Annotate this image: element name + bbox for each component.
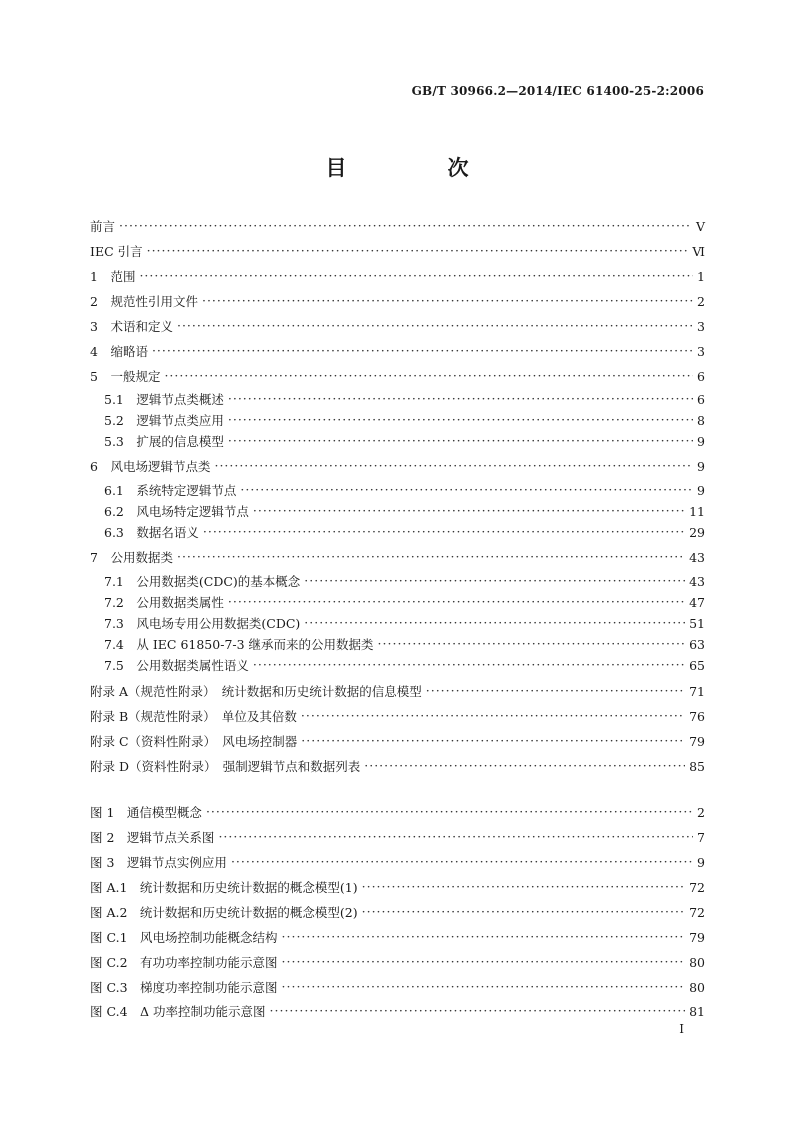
toc-entry[interactable]: 6 风电场逻辑节点类 ····· 9 [90,456,705,476]
toc-entry[interactable]: 前言 ····· Ⅴ [90,216,705,236]
toc-entry[interactable]: 3 术语和定义 ····· 3 [90,316,705,336]
toc-entry[interactable]: 2 规范性引用文件 ····· 2 [90,291,705,311]
toc-subentry[interactable]: 6.1 系统特定逻辑节点 ····· 9 [104,480,705,500]
figure-entry[interactable]: 图 1 通信模型概念 ····· 2 [90,802,705,822]
figure-entry[interactable]: 图 C.4 Δ 功率控制功能示意图 ····· 81 [90,1001,705,1021]
toc-entry[interactable]: 7 公用数据类 ····· 43 [90,547,705,567]
page-title: 目 次 [325,155,509,180]
toc-subentry[interactable]: 5.3 扩展的信息模型 ····· 9 [104,431,705,451]
toc-annex-entry[interactable]: 附录 B（规范性附录） 单位及其倍数 ····· 76 [90,706,705,726]
toc-subentry[interactable]: 5.1 逻辑节点类概述 ····· 6 [104,389,705,409]
toc-annex-entry[interactable]: 附录 C（资料性附录） 风电场控制器 ····· 79 [90,731,705,751]
toc-subentry[interactable]: 6.3 数据名语义 ····· 29 [104,522,705,542]
toc-entry[interactable]: 5 一般规定 ····· 6 [90,366,705,386]
toc-annex-entry[interactable]: 附录 A（规范性附录） 统计数据和历史统计数据的信息模型 ····· 71 [90,681,705,701]
toc-subentry[interactable]: 5.2 逻辑节点类应用 ····· 8 [104,410,705,430]
figure-entry[interactable]: 图 A.1 统计数据和历史统计数据的概念模型(1) ····· 72 [90,877,705,897]
page-number: Ⅰ [679,1022,684,1036]
toc-entry[interactable]: IEC 引言 ····· Ⅵ [90,241,705,261]
toc-subentry[interactable]: 7.5 公用数据类属性语义 ····· 65 [104,655,705,675]
toc-subentry[interactable]: 7.4 从 IEC 61850-7-3 继承而来的公用数据类 ····· 63 [104,634,705,654]
toc-subentry[interactable]: 7.3 风电场专用公用数据类(CDC) ····· 51 [104,613,705,633]
toc-entry[interactable]: 1 范围 ····· 1 [90,266,705,286]
figure-entry[interactable]: 图 2 逻辑节点关系图 ····· 7 [90,827,705,847]
toc-subentry[interactable]: 6.2 风电场特定逻辑节点 ····· 11 [104,501,705,521]
figure-entry[interactable]: 图 A.2 统计数据和历史统计数据的概念模型(2) ····· 72 [90,902,705,922]
toc-subentry[interactable]: 7.1 公用数据类(CDC)的基本概念 ····· 43 [104,571,705,591]
figure-entry[interactable]: 图 C.2 有功功率控制功能示意图 ····· 80 [90,952,705,972]
figure-entry[interactable]: 图 3 逻辑节点实例应用 ····· 9 [90,852,705,872]
figure-entry[interactable]: 图 C.1 风电场控制功能概念结构 ····· 79 [90,927,705,947]
toc-entry[interactable]: 4 缩略语 ····· 3 [90,341,705,361]
standard-number-header: GB/T 30966.2—2014/IEC 61400-25-2:2006 [411,84,704,98]
toc-annex-entry[interactable]: 附录 D（资料性附录） 强制逻辑节点和数据列表 ····· 85 [90,756,705,776]
toc-subentry[interactable]: 7.2 公用数据类属性 ····· 47 [104,592,705,612]
figure-entry[interactable]: 图 C.3 梯度功率控制功能示意图 ····· 80 [90,977,705,997]
